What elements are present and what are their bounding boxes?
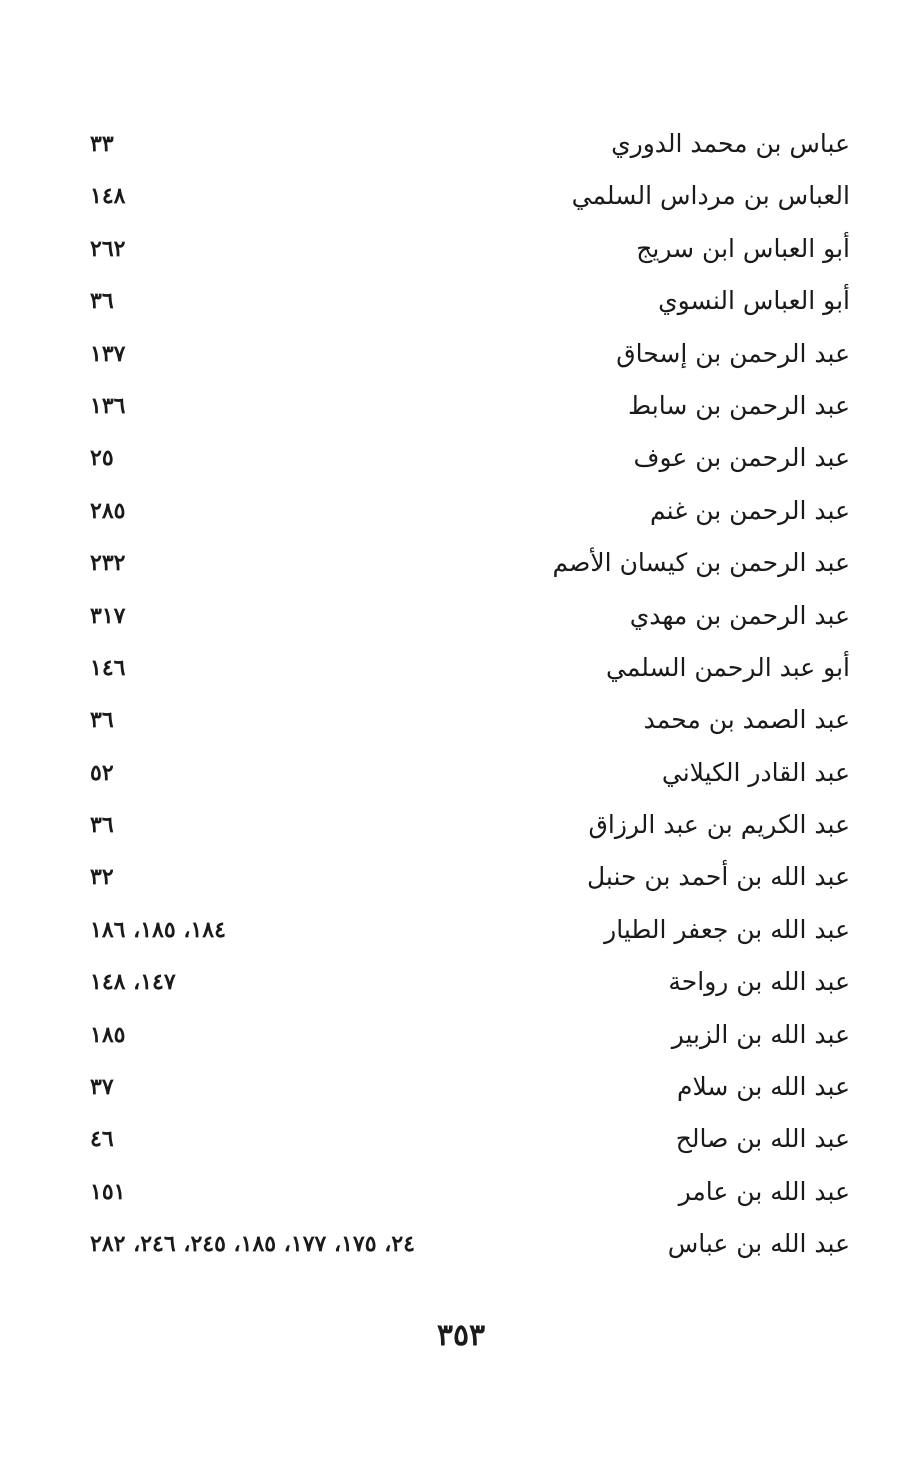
entry-page-refs: ٣٣: [90, 131, 114, 157]
entry-page-refs: ٢٣٢: [90, 550, 126, 577]
entry-name: عبد الله بن جعفر الطيار: [604, 914, 850, 944]
page-number: ٣٥٣: [436, 1318, 486, 1353]
name-index-list: [90, 118, 850, 1271]
entry-page-refs: ٢٤، ١٧٥، ١٧٧، ١٨٥، ٢٤٥، ٢٤٦، ٢٨٢: [90, 1231, 415, 1258]
entry-name: أبو العباس النسوي: [658, 286, 850, 316]
entry-page-refs: ٥٢: [90, 759, 114, 786]
entry-name: عبد الرحمن بن كيسان الأصم: [552, 548, 850, 578]
index-entry: [90, 642, 850, 694]
entry-name: عبد الله بن أحمد بن حنبل: [587, 862, 850, 892]
index-entry: [90, 799, 850, 851]
entry-page-refs: ٣٧: [90, 1074, 114, 1101]
entry-page-refs: ٢٨٥: [90, 497, 126, 524]
index-entry: [90, 1009, 850, 1061]
entry-page-refs: ٢٦٢: [90, 235, 126, 262]
entry-page-refs: ٣١٧: [90, 602, 126, 629]
index-entry: [90, 1061, 850, 1113]
entry-name: عبد الله بن عامر: [678, 1176, 850, 1206]
entry-name: عبد الرحمن بن مهدي: [629, 600, 850, 630]
index-entry: [90, 223, 850, 275]
entry-name: عبد الصمد بن محمد: [643, 705, 850, 735]
entry-name: العباس بن مرداس السلمي: [571, 181, 850, 211]
index-entry: [90, 170, 850, 222]
entry-page-refs: ١٣٧: [90, 340, 126, 367]
index-entry: [90, 432, 850, 484]
index-entry: [90, 747, 850, 799]
entry-page-refs: ١٤٧، ١٤٨: [90, 969, 176, 996]
index-entry: [90, 328, 850, 380]
entry-page-refs: ١٣٦: [90, 392, 126, 419]
entry-name: عبد الله بن سلام: [677, 1072, 850, 1102]
entry-page-refs: ١٨٤، ١٨٥، ١٨٦: [90, 916, 226, 943]
entry-name: عبد الرحمن بن عوف: [633, 443, 850, 473]
entry-name: عبد الرحمن بن إسحاق: [616, 338, 850, 368]
entry-name: عبد الرحمن بن سابط: [628, 390, 850, 420]
entry-page-refs: ٣٦: [90, 288, 114, 315]
entry-name: عبد الرحمن بن غنم: [650, 495, 850, 525]
index-entry: [90, 590, 850, 642]
entry-page-refs: ٤٦: [90, 1126, 114, 1153]
entry-name: عبد الله بن صالح: [675, 1124, 850, 1154]
entry-page-refs: ٢٥: [90, 445, 114, 472]
index-entry: [90, 118, 850, 170]
entry-page-refs: ٣٦: [90, 707, 114, 734]
entry-name: عبد الكريم بن عبد الرزاق: [588, 810, 850, 840]
index-entry: [90, 851, 850, 903]
entry-name: عبد الله بن رواحة: [668, 967, 850, 997]
entry-page-refs: ١٨٥: [90, 1021, 126, 1048]
entry-page-refs: ١٤٨: [90, 183, 126, 210]
index-entry: [90, 485, 850, 537]
index-entry: [90, 956, 850, 1008]
entry-name: عبد القادر الكيلاني: [661, 757, 850, 787]
entry-name: عبد الله بن الزبير: [671, 1019, 850, 1049]
entry-name: أبو عبد الرحمن السلمي: [606, 652, 850, 682]
index-entry: [90, 380, 850, 432]
entry-page-refs: ٣٢: [90, 864, 114, 891]
entry-name: عبد الله بن عباس: [667, 1229, 850, 1259]
entry-page-refs: ١٤٦: [90, 654, 126, 681]
entry-page-refs: ١٥١: [90, 1178, 126, 1205]
index-entry: [90, 275, 850, 327]
index-entry: [90, 537, 850, 589]
index-entry: [90, 1218, 850, 1270]
entry-name: عباس بن محمد الدوري: [611, 129, 850, 158]
entry-page-refs: ٣٦: [90, 812, 114, 839]
index-entry: [90, 694, 850, 746]
index-entry: [90, 904, 850, 956]
entry-name: أبو العباس ابن سريج: [636, 233, 850, 263]
index-entry: [90, 1113, 850, 1165]
index-entry: [90, 1166, 850, 1218]
